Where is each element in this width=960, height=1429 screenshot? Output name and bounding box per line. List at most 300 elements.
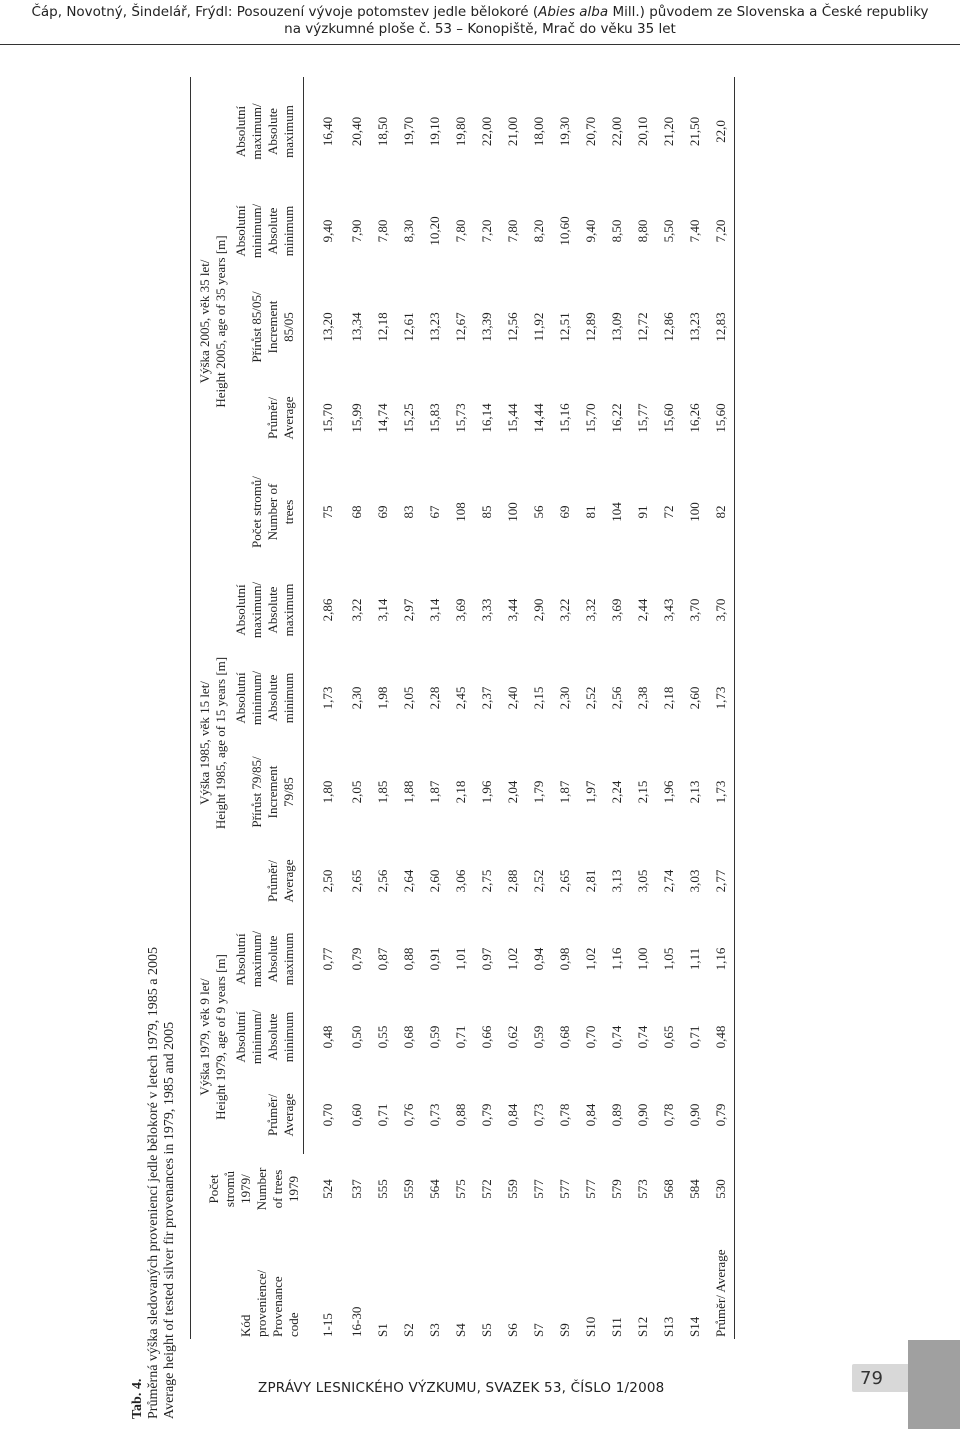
table-cell: 22,00 xyxy=(479,116,494,147)
table-cell: 8,20 xyxy=(531,219,546,243)
table-cell: 0,76 xyxy=(401,1103,416,1127)
table-cell: 2,97 xyxy=(401,598,416,622)
table-cell: 559 xyxy=(505,1179,520,1199)
header-absmin-2005-line: minimum/ xyxy=(249,203,264,259)
table-cell: 2,60 xyxy=(427,869,442,893)
header-absmin-2005 xyxy=(231,186,304,276)
table-cell: 5,50 xyxy=(661,219,676,243)
table-cell: 2,90 xyxy=(531,598,546,622)
table-cell: 1,85 xyxy=(375,780,390,804)
table-cell: 19,10 xyxy=(427,116,442,147)
table-cell: 12,56 xyxy=(505,312,520,342)
table-cell: 108 xyxy=(453,502,468,522)
header-absmin-2005-line: Absolute xyxy=(265,207,280,255)
header-group-1979 xyxy=(191,920,232,1154)
table-cell: 8,30 xyxy=(401,219,416,243)
table-cell: 8,50 xyxy=(609,219,624,243)
table-number: Tab. 4. xyxy=(130,1378,145,1419)
table-cell: 559 xyxy=(401,1179,416,1199)
table-cell: 0,74 xyxy=(609,1025,624,1049)
caption-czech: Průměrná výška sledovaných proveniencí jedle bělokoré v letech 1979, 1985 a 2005 xyxy=(146,947,161,1419)
cell-code: S12 xyxy=(635,1316,650,1337)
header-average-1979-line: Průměr/ xyxy=(265,1094,280,1136)
table-cell: 575 xyxy=(453,1179,468,1199)
table-row-average xyxy=(708,77,735,1339)
header-absmax-1979-line: maximum xyxy=(281,932,296,986)
table-cell: 2,38 xyxy=(635,686,650,710)
table-cell: 2,65 xyxy=(557,869,572,893)
table-cell: 0,62 xyxy=(505,1025,520,1049)
table-cell: 12,18 xyxy=(375,312,390,342)
table-cell: 0,59 xyxy=(427,1025,442,1049)
header-absmax-1979-line: maximum/ xyxy=(249,930,264,988)
header-absmax-1985-line: Absolutní xyxy=(233,584,248,636)
table-row xyxy=(604,77,630,1339)
table-cell: 0,91 xyxy=(427,947,442,971)
table-cell: 69 xyxy=(375,505,390,519)
table-cell: 2,77 xyxy=(708,842,735,920)
table-cell: 3,03 xyxy=(687,869,702,893)
header-average-1985-line: Average xyxy=(281,859,296,903)
header-absmax-2005-line: maximum xyxy=(281,105,296,158)
table-row xyxy=(344,77,370,1339)
table-cell: 15,70 xyxy=(583,403,598,433)
table-cell: 16,40 xyxy=(320,116,335,147)
table-cell: 1,98 xyxy=(375,686,390,710)
table-row xyxy=(526,77,552,1339)
header-absmin-1979-line: Absolute xyxy=(265,1013,280,1061)
table-cell: 537 xyxy=(349,1179,364,1199)
table-cell: 0,74 xyxy=(635,1025,650,1049)
table-cell: 577 xyxy=(583,1179,598,1199)
table-cell: 564 xyxy=(427,1179,442,1199)
table-cell: 1,87 xyxy=(427,780,442,804)
table-cell: 3,14 xyxy=(375,598,390,622)
table-cell: 0,78 xyxy=(557,1103,572,1127)
table-cell: 2,30 xyxy=(349,686,364,710)
cell-code: S13 xyxy=(661,1316,676,1337)
cell-code: S14 xyxy=(687,1316,702,1337)
table-cell: 2,05 xyxy=(349,780,364,804)
cell-code: Průměr/ Average xyxy=(708,1224,735,1339)
table-cell: 1,87 xyxy=(557,780,572,804)
header-code-line: Kód xyxy=(237,1314,253,1337)
table-cell: 1,16 xyxy=(609,947,624,971)
table-cell: 68 xyxy=(349,505,364,519)
table-cell: 3,70 xyxy=(687,598,702,622)
header-absmin-1985-line: Absolutní xyxy=(233,672,248,724)
table-cell: 1,80 xyxy=(320,780,335,804)
table-cell: 0,90 xyxy=(687,1103,702,1127)
header-absmax-1979-line: Absolutní xyxy=(233,933,248,985)
cell-code: S9 xyxy=(557,1323,572,1337)
table-cell: 21,00 xyxy=(505,116,520,147)
table-cell: 1,16 xyxy=(708,920,735,998)
table-cell: 2,74 xyxy=(661,869,676,893)
header-absmin-1985 xyxy=(231,654,304,742)
table-row xyxy=(422,77,448,1339)
table-cell: 579 xyxy=(609,1179,624,1199)
table-cell: 2,52 xyxy=(531,869,546,893)
table-row xyxy=(304,77,345,1339)
table-cell: 0,50 xyxy=(349,1025,364,1049)
table-row xyxy=(578,77,604,1339)
table-cell: 13,34 xyxy=(349,312,364,342)
header-trees-1979-line: 1979/ xyxy=(237,1174,253,1204)
table-cell: 3,44 xyxy=(505,598,520,622)
table-cell: 0,88 xyxy=(401,947,416,971)
table-cell: 12,86 xyxy=(661,312,676,342)
table-cell: 1,01 xyxy=(453,947,468,971)
table-row xyxy=(370,77,396,1339)
table-cell: 2,37 xyxy=(479,686,494,710)
table-cell: 12,67 xyxy=(453,312,468,342)
table-cell: 15,16 xyxy=(557,403,572,433)
table-cell: 7,80 xyxy=(505,219,520,243)
table-cell: 0,88 xyxy=(453,1103,468,1127)
table-cell: 7,40 xyxy=(687,219,702,243)
table-cell: 3,22 xyxy=(557,598,572,622)
table-cell: 0,70 xyxy=(320,1103,335,1127)
header-absmin-1985-line: Absolute xyxy=(265,674,280,722)
table-cell: 1,05 xyxy=(661,947,676,971)
header-average-1985-line: Průměr/ xyxy=(265,860,280,902)
header-increment-79-85 xyxy=(231,742,304,842)
table-cell: 21,50 xyxy=(687,116,702,147)
cell-code: S4 xyxy=(453,1323,468,1337)
header-group-1985 xyxy=(191,566,232,920)
table-cell: 18,00 xyxy=(531,116,546,147)
table-cell: 573 xyxy=(635,1179,650,1199)
table-cell: 13,23 xyxy=(687,312,702,342)
table-cell: 13,39 xyxy=(479,312,494,342)
table-row xyxy=(500,77,526,1339)
table-cell: 0,59 xyxy=(531,1025,546,1049)
table-cell: 72 xyxy=(661,505,676,519)
table-cell: 2,50 xyxy=(320,869,335,893)
table-cell: 2,88 xyxy=(505,869,520,893)
header-absmax-1979 xyxy=(231,920,304,998)
table-cell: 22,00 xyxy=(609,116,624,147)
table-cell: 2,45 xyxy=(453,686,468,710)
table-cell: 0,48 xyxy=(320,1025,335,1049)
header-increment-85-05 xyxy=(231,276,304,378)
table-cell: 0,73 xyxy=(531,1103,546,1127)
header-trees-1979-line: 1979 xyxy=(285,1176,301,1202)
header-absmax-2005-line: Absolute xyxy=(265,108,280,155)
header-increment-79-85-line: 79/85 xyxy=(281,777,296,807)
table-cell: 104 xyxy=(609,502,624,522)
table-cell: 1,96 xyxy=(661,780,676,804)
header-absmax-1985-line: maximum/ xyxy=(249,581,264,639)
header-absmax-2005-line: maximum/ xyxy=(249,103,264,160)
table-cell: 100 xyxy=(505,502,520,522)
header-average-2005 xyxy=(231,378,304,458)
table-cell: 2,18 xyxy=(661,686,676,710)
table-cell: 0,71 xyxy=(687,1025,702,1049)
header-average-2005-line: Průměr/ xyxy=(265,397,280,439)
table-cell: 0,98 xyxy=(557,947,572,971)
table-cell: 2,15 xyxy=(635,780,650,804)
header-absmin-1979-line: minimum/ xyxy=(249,1009,264,1065)
header-absmin-1979 xyxy=(231,998,304,1076)
table-cell: 0,79 xyxy=(708,1076,735,1154)
table-cell: 9,40 xyxy=(320,219,335,243)
header-increment-85-05-line: 85/05 xyxy=(281,312,296,342)
table-cell: 100 xyxy=(687,502,702,522)
table-cell: 15,73 xyxy=(453,403,468,433)
table-cell: 2,13 xyxy=(687,780,702,804)
table-cell: 1,73 xyxy=(708,654,735,742)
table-cell: 0,68 xyxy=(557,1025,572,1049)
header-trees-1979-line: of trees xyxy=(269,1169,285,1209)
page-tab xyxy=(908,1340,960,1429)
table-cell: 2,05 xyxy=(401,686,416,710)
header-trees-2005-line: Number of xyxy=(265,483,280,541)
header-group-2005-line: Height 2005, age of 35 years [m] xyxy=(213,235,228,408)
table-cell: 2,75 xyxy=(479,869,494,893)
table-cell: 2,86 xyxy=(320,598,335,622)
table-cell: 9,40 xyxy=(583,219,598,243)
header-code-line: Provenance xyxy=(269,1276,285,1337)
header-absmin-2005-line: minimum xyxy=(281,205,296,257)
header-group-2005-line: Výška 2005, věk 35 let/ xyxy=(197,259,212,384)
table-cell: 20,40 xyxy=(349,116,364,147)
table-cell: 0,66 xyxy=(479,1025,494,1049)
table-cell: 16,26 xyxy=(687,403,702,433)
table-cell: 2,60 xyxy=(687,686,702,710)
table-cell: 14,74 xyxy=(375,403,390,433)
table-row xyxy=(682,77,708,1339)
table-cell: 16,22 xyxy=(609,403,624,433)
table-cell: 0,60 xyxy=(349,1103,364,1127)
header-average-1985 xyxy=(231,842,304,920)
header-absmin-1985-line: minimum xyxy=(281,672,296,724)
table-cell: 0,89 xyxy=(609,1103,624,1127)
table-cell: 0,90 xyxy=(635,1103,650,1127)
table-cell: 15,60 xyxy=(708,378,735,458)
table-cell: 13,09 xyxy=(609,312,624,342)
height-table xyxy=(190,77,735,1339)
table-cell: 2,56 xyxy=(375,869,390,893)
header-trees-2005 xyxy=(231,458,304,566)
table-cell: 2,28 xyxy=(427,686,442,710)
cell-code: 16-30 xyxy=(349,1306,364,1337)
header-increment-79-85-line: Increment xyxy=(265,765,280,819)
running-head-rest: Mill.) původem ze Slovenska a České republiky xyxy=(608,4,929,20)
table-cell: 75 xyxy=(320,505,335,519)
table-cell: 11,92 xyxy=(531,312,546,342)
header-average-1979 xyxy=(231,1076,304,1154)
header-increment-85-05-line: Increment xyxy=(265,300,280,354)
table-cell: 2,65 xyxy=(349,869,364,893)
header-group-1979-line: Výška 1979, věk 9 let/ xyxy=(197,978,212,1096)
header-increment-85-05-line: Přírůst 85/05/ xyxy=(249,291,264,363)
table-cell: 3,06 xyxy=(453,869,468,893)
cell-code: 1-15 xyxy=(319,1313,335,1337)
table-cell: 1,73 xyxy=(320,686,335,710)
running-head-authors: Čáp, Novotný, Šindelář, Frýdl: Posouzení vývoje potomstev jedle bělokoré ( xyxy=(31,4,539,20)
table-cell: 3,69 xyxy=(453,598,468,622)
table-row xyxy=(474,77,500,1339)
header-code-line: provenience/ xyxy=(253,1269,269,1337)
table-cell: 7,20 xyxy=(479,219,494,243)
cell-code: S10 xyxy=(583,1316,598,1337)
table-cell: 0,48 xyxy=(708,998,735,1076)
table-cell: 0,78 xyxy=(661,1103,676,1127)
table-cell: 15,25 xyxy=(401,403,416,433)
table-cell: 3,13 xyxy=(609,869,624,893)
table-cell: 2,04 xyxy=(505,780,520,804)
table-cell: 0,65 xyxy=(661,1025,676,1049)
table-cell: 0,73 xyxy=(427,1103,442,1127)
table-cell: 12,61 xyxy=(401,312,416,342)
table-cell: 0,87 xyxy=(375,947,390,971)
header-group-1985-line: Výška 1985, věk 15 let/ xyxy=(197,681,212,805)
table-cell: 3,22 xyxy=(349,598,364,622)
header-rule xyxy=(0,44,960,45)
table-cell: 1,02 xyxy=(505,947,520,971)
table-cell: 577 xyxy=(557,1179,572,1199)
table-cell: 0,97 xyxy=(479,947,494,971)
header-increment-79-85-line: Přírůst 79/85/ xyxy=(249,756,264,828)
table-cell: 2,56 xyxy=(609,686,624,710)
page-number: 79 xyxy=(860,1368,883,1389)
header-absmax-2005-line: Absolutní xyxy=(233,105,248,158)
table-cell: 12,89 xyxy=(583,312,598,342)
table-cell: 0,79 xyxy=(349,947,364,971)
table-cell: 1,97 xyxy=(583,780,598,804)
table-cell: 568 xyxy=(661,1179,676,1199)
table-cell: 56 xyxy=(531,505,546,519)
table-cell: 13,20 xyxy=(320,312,335,342)
table-cell: 85 xyxy=(479,505,494,519)
table-cell: 0,84 xyxy=(583,1103,598,1127)
header-trees-1979 xyxy=(191,1154,304,1224)
caption-english: Average height of tested silver fir provenances in 1979, 1985 and 2005 xyxy=(162,1021,177,1419)
table-cell: 0,77 xyxy=(320,947,335,971)
table-cell: 7,90 xyxy=(349,219,364,243)
table-cell: 555 xyxy=(375,1179,390,1199)
table-cell: 0,84 xyxy=(505,1103,520,1127)
table-cell: 13,23 xyxy=(427,312,442,342)
table-cell: 530 xyxy=(708,1154,735,1224)
table-body xyxy=(304,77,735,1339)
table-cell: 15,44 xyxy=(505,403,520,433)
table-cell: 0,71 xyxy=(375,1103,390,1127)
header-absmin-2005-line: Absolutní xyxy=(233,205,248,257)
table-cell: 1,73 xyxy=(708,742,735,842)
header-average-1979-line: Average xyxy=(281,1093,296,1137)
table-cell: 0,79 xyxy=(479,1103,494,1127)
table-cell: 15,83 xyxy=(427,403,442,433)
header-absmax-1985-line: Absolute xyxy=(265,586,280,634)
cell-code: S3 xyxy=(427,1323,442,1337)
table-cell: 0,94 xyxy=(531,947,546,971)
table-cell: 7,20 xyxy=(708,186,735,276)
table-cell: 572 xyxy=(479,1179,494,1199)
header-code xyxy=(191,1224,304,1339)
table-cell: 577 xyxy=(531,1179,546,1199)
table-cell: 22,0 xyxy=(708,77,735,186)
running-head-species: Abies alba xyxy=(538,4,609,20)
table-cell: 19,70 xyxy=(401,116,416,147)
table-cell: 3,43 xyxy=(661,598,676,622)
table-cell: 19,30 xyxy=(557,116,572,147)
table-cell: 20,10 xyxy=(635,116,650,147)
table-cell: 91 xyxy=(635,505,650,519)
rotated-table-page xyxy=(120,59,870,1429)
table-cell: 0,71 xyxy=(453,1025,468,1049)
table-row xyxy=(448,77,474,1339)
table-cell: 1,88 xyxy=(401,780,416,804)
table-cell: 7,80 xyxy=(375,219,390,243)
table-cell: 524 xyxy=(319,1179,335,1199)
table-cell: 15,70 xyxy=(320,403,335,433)
table-cell: 2,44 xyxy=(635,598,650,622)
header-absmax-2005 xyxy=(231,77,304,186)
table-cell: 1,79 xyxy=(531,780,546,804)
table-cell: 2,15 xyxy=(531,686,546,710)
table-cell: 1,96 xyxy=(479,780,494,804)
table-cell: 2,24 xyxy=(609,780,624,804)
header-average-2005-line: Average xyxy=(281,396,296,440)
table-cell: 3,70 xyxy=(708,566,735,654)
table-cell: 14,44 xyxy=(531,403,546,433)
table-row xyxy=(552,77,578,1339)
table-cell: 1,11 xyxy=(687,947,702,971)
running-head xyxy=(0,4,960,38)
table-cell: 20,70 xyxy=(583,116,598,147)
table-cell: 18,50 xyxy=(375,116,390,147)
table-cell: 2,64 xyxy=(401,869,416,893)
table-cell: 83 xyxy=(401,505,416,519)
table-cell: 81 xyxy=(583,505,598,519)
header-absmin-1979-line: minimum xyxy=(281,1011,296,1063)
table-cell: 2,81 xyxy=(583,869,598,893)
table-cell: 1,02 xyxy=(583,947,598,971)
header-absmin-1985-line: minimum/ xyxy=(249,670,264,726)
running-head-line1 xyxy=(0,4,960,21)
table-cell: 1,00 xyxy=(635,947,650,971)
table-cell: 0,70 xyxy=(583,1025,598,1049)
table-cell: 7,80 xyxy=(453,219,468,243)
table-row xyxy=(630,77,656,1339)
table-cell: 584 xyxy=(687,1179,702,1199)
table-cell: 12,83 xyxy=(708,276,735,378)
header-absmax-1985-line: maximum xyxy=(281,583,296,637)
table-cell: 15,99 xyxy=(349,403,364,433)
table-caption xyxy=(130,947,178,1419)
table-cell: 12,72 xyxy=(635,312,650,342)
table-cell: 3,32 xyxy=(583,598,598,622)
table-cell: 2,40 xyxy=(505,686,520,710)
table-row xyxy=(396,77,422,1339)
table-cell: 19,80 xyxy=(453,116,468,147)
cell-code: S5 xyxy=(479,1323,494,1337)
table-cell: 0,55 xyxy=(375,1025,390,1049)
header-absmax-1985 xyxy=(231,566,304,654)
table-cell: 69 xyxy=(557,505,572,519)
cell-code: S1 xyxy=(375,1323,390,1337)
header-group-1979-line: Height 1979, age of 9 years [m] xyxy=(213,954,228,1120)
table-row xyxy=(656,77,682,1339)
header-trees-2005-line: trees xyxy=(281,499,296,525)
table-cell: 12,51 xyxy=(557,312,572,342)
table-cell: 16,14 xyxy=(479,403,494,433)
header-trees-2005-line: Počet stromů/ xyxy=(249,476,264,548)
cell-code: S2 xyxy=(401,1323,416,1337)
